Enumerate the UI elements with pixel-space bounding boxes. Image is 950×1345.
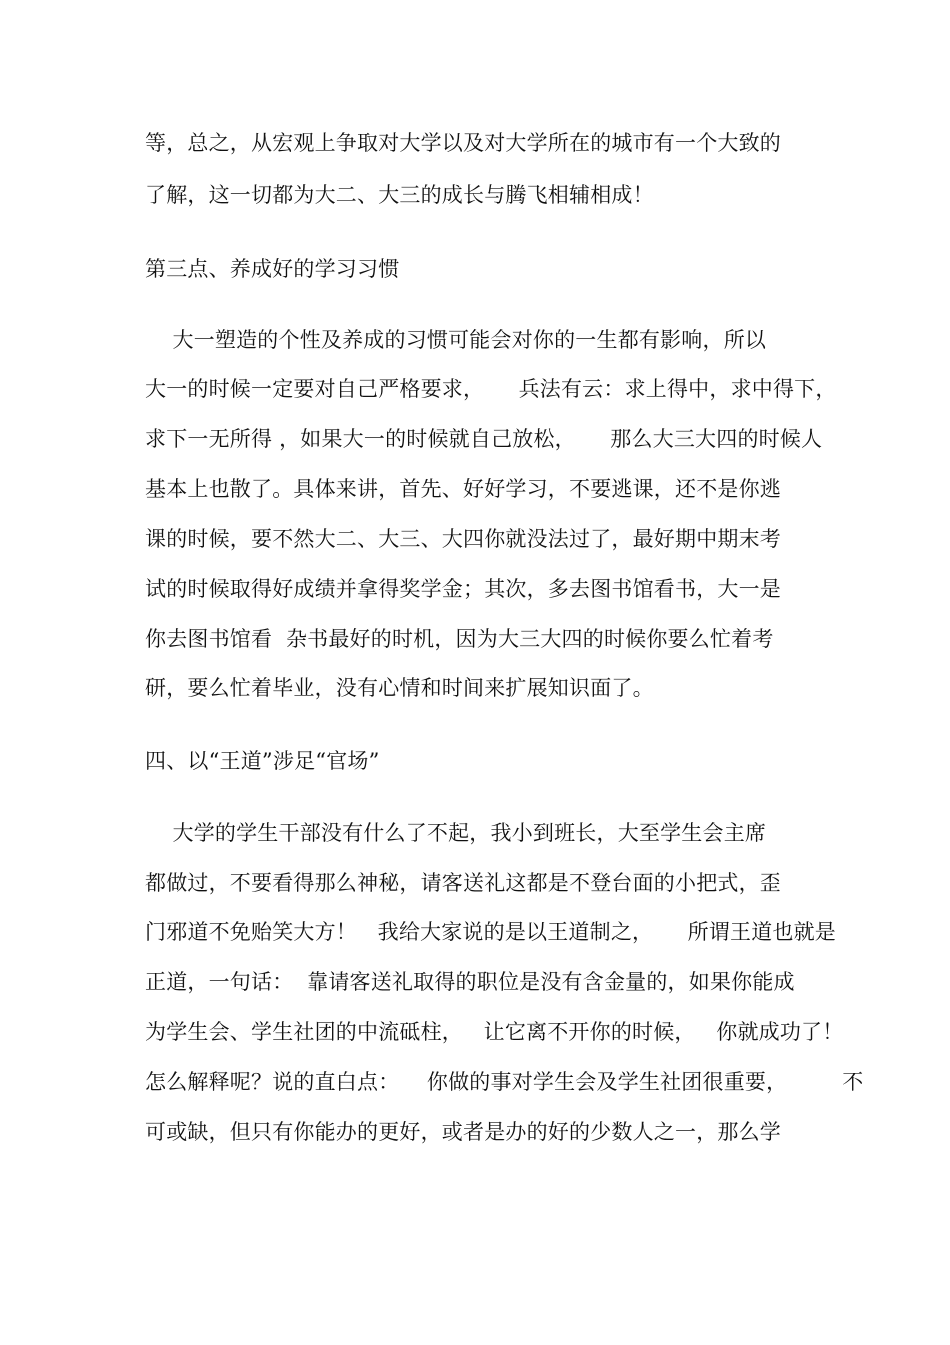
section-3-line-8: 研，要么忙着毕业，没有心情和时间来扩展知识面了。: [145, 676, 654, 700]
section-4-line-5: 为学生会、学生社团的中流砥柱， 让它离不开你的时候， 你就成功了！: [145, 1020, 844, 1044]
section-4-heading: 四、以“王道”涉足“官场”: [145, 749, 380, 773]
paragraph-1-line-1: 等，总之，从宏观上争取对大学以及对大学所在的城市有一个大致的: [145, 131, 781, 155]
section-3-line-5: 课的时候，要不然大二、大三、大四你就没法过了，最好期中期末考: [145, 527, 781, 551]
paragraph-1-line-2: 了解，这一切都为大二、大三的成长与腾飞相辅相成！: [145, 183, 654, 207]
section-4-line-3: 门邪道不免贻笑大方！ 我给大家说的是以王道制之， 所谓王道也就是: [145, 920, 836, 944]
section-3-line-6: 试的时候取得好成绩并拿得奖学金；其次，多去图书馆看书，大一是: [145, 577, 781, 601]
section-3-line-1: 大一塑造的个性及养成的习惯可能会对你的一生都有影响，所以: [145, 328, 767, 352]
section-3-line-3: 求下一无所得 ，如果大一的时候就自己放松， 那么大三大四的时候人: [145, 427, 823, 451]
section-3-line-2: 大一的时候一定要对自己严格要求， 兵法有云：求上得中，求中得下，: [145, 377, 837, 401]
section-4-line-2: 都做过，不要看得那么神秘，请客送礼这都是不登台面的小把式，歪: [145, 871, 781, 895]
section-4-line-7: 可或缺，但只有你能办的更好，或者是办的好的少数人之一，那么学: [145, 1120, 781, 1144]
section-3-line-7: 你去图书馆看 杂书最好的时机，因为大三大四的时候你要么忙着考: [145, 627, 774, 651]
section-4-line-6: 怎么解释呢？说的直白点： 你做的事对学生会及学生社团很重要， 不: [145, 1070, 864, 1094]
section-4-line-4: 正道，一句话： 靠请客送礼取得的职位是没有含金量的，如果你能成: [145, 970, 795, 994]
section-4-line-1: 大学的学生干部没有什么了不起，我小到班长，大至学生会主席: [145, 821, 767, 845]
section-3-line-4: 基本上也散了。具体来讲，首先、好好学习，不要逃课，还不是你逃: [145, 477, 781, 501]
section-3-heading: 第三点、养成好的学习习惯: [145, 257, 400, 281]
